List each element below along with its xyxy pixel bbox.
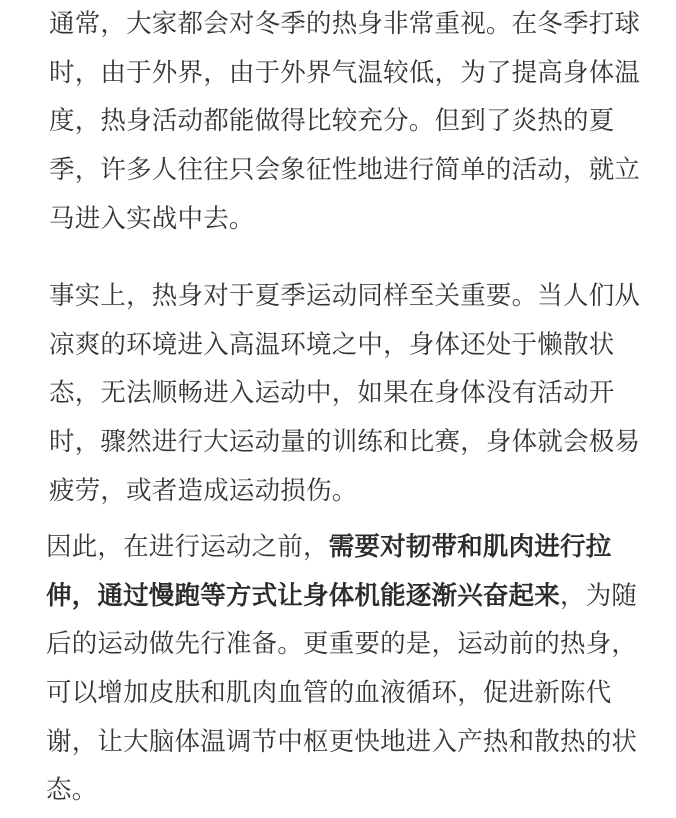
text-span: ，为随 [560,580,638,611]
text-line: 季，许多人往往只会象征性地进行简单的活动，就立 [49,155,641,186]
text-line: 态，无法顺畅进入运动中，如果在身体没有活动开 [49,378,615,409]
text-line [46,572,637,621]
text-line: 疲劳，或者造成运动损伤。 [49,475,358,506]
emphasized-text: 需要对韧带和肌肉进行拉 [328,532,612,562]
text-line: 马进入实战中去。 [49,203,255,234]
text-line: 谢，让大脑体温调节中枢更快地进入产热和散热的状 [46,726,638,757]
text-line: 事实上，热身对于夏季运动同样至关重要。当人们从 [49,281,641,311]
text-line: 态。 [46,775,98,806]
text-line: 时，骤然进行大运动量的训练和比赛，身体就会极易 [49,427,641,458]
text-line: 凉爽的环境进入高温环境之中，身体还处于懒散状 [49,329,615,360]
text-line: 度，热身活动都能做得比较充分。但到了炎热的夏 [49,106,615,137]
text-line: 可以增加皮肤和肌肉血管的血液循环，促进新陈代 [46,678,612,709]
paragraph-summer-warmup [49,272,640,515]
text-span: 因此，在进行运动之前， [46,532,329,562]
text-line [46,523,637,572]
emphasized-text: 伸，通过慢跑等方式让身体机能逐渐兴奋起来 [46,580,561,611]
text-line: 后的运动做先行准备。更重要的是，运动前的热身， [46,629,638,660]
paragraph-before-exercise [46,523,637,815]
text-line: 通常，大家都会对冬季的热身非常重视。在冬季打球 [49,9,641,39]
text-line: 时，由于外界，由于外界气温较低，为了提高身体温 [49,57,641,88]
paragraph-winter-warmup [49,0,640,243]
